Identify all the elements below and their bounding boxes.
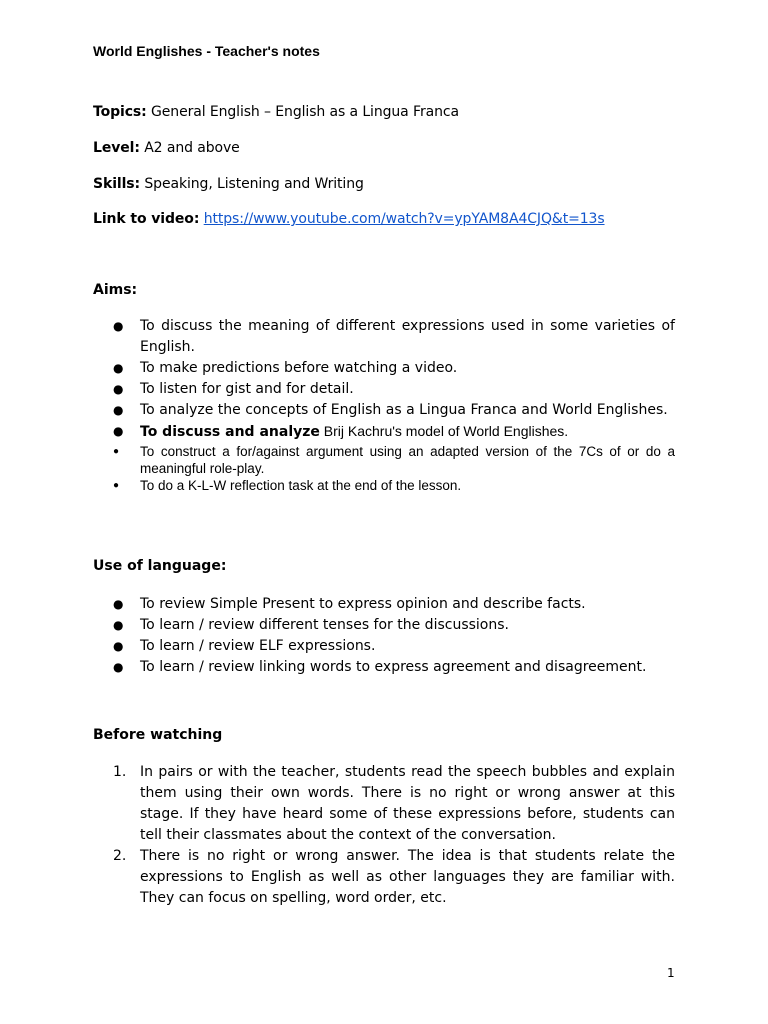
bullet-icon: ● [113, 639, 124, 653]
aims-list [93, 316, 675, 494]
list-item: 1. In pairs or with the teacher, students read the speech bubbles and explain them using their own words. There is no right or wrong answer at this stage. If they have heard some of these expressions before, students can tell their classmates about the context of the conversation. [113, 764, 675, 843]
page-number: 1 [667, 966, 675, 980]
list-item: ● To learn / review different tenses for the discussions. [93, 615, 675, 636]
bullet-icon: ● [113, 382, 124, 396]
before-watching-list [93, 762, 675, 909]
bullet-icon: ● [113, 480, 120, 491]
list-item: ● To construct a for/against argument using an adapted version of the 7Cs of or do a meaningful role-play. [113, 444, 675, 476]
video-line [93, 211, 605, 227]
level-label: Level: [93, 140, 140, 156]
level-line [93, 140, 240, 156]
video-label: Link to video: [93, 211, 200, 227]
bullet-icon: ● [113, 424, 124, 438]
bullet-icon: ● [113, 446, 120, 457]
list-item: 2. There is no right or wrong answer. The idea is that students relate the expressions to English as well as other languages they are familiar with. They can focus on spelling, word order, etc. [113, 848, 675, 906]
bullet-icon: ● [113, 618, 124, 632]
skills-line [93, 176, 364, 192]
bullet-icon: ● [113, 403, 124, 417]
bullet-icon: ● [113, 361, 124, 375]
video-link[interactable]: https://www.youtube.com/watch?v=ypYAM8A4CJQ&t=13s [203, 211, 605, 227]
skills-value: Speaking, Listening and Writing [144, 176, 364, 192]
list-item: ● To listen for gist and for detail. [93, 379, 675, 400]
list-item: ● To discuss the meaning of different expressions used in some varieties of English. [113, 318, 675, 355]
list-item: ● To make predictions before watching a video. [93, 358, 675, 379]
bullet-icon: ● [113, 660, 124, 674]
topics-line [93, 104, 459, 120]
level-value: A2 and above [144, 140, 240, 156]
bullet-icon: ● [113, 319, 124, 333]
list-item: ● To analyze the concepts of English as a Lingua Franca and World Englishes. [93, 400, 675, 421]
list-item: ● To review Simple Present to express opinion and describe facts. [93, 594, 675, 615]
language-heading: Use of language: [93, 558, 227, 574]
aims-heading: Aims: [93, 282, 138, 298]
topics-label: Topics: [93, 104, 147, 120]
list-item: ● To discuss and analyze Brij Kachru's model of World Englishes. [113, 423, 569, 440]
list-item: ● To learn / review ELF expressions. [93, 636, 675, 657]
document-title: World Englishes - Teacher's notes [93, 43, 320, 59]
skills-label: Skills: [93, 176, 141, 192]
before-watching-heading: Before watching [93, 727, 223, 743]
language-list [93, 594, 675, 678]
list-item: ● To do a K-L-W reflection task at the end of the lesson. [113, 478, 462, 493]
bullet-icon: ● [113, 597, 124, 611]
list-item: ● To learn / review linking words to express agreement and disagreement. [93, 657, 675, 678]
topics-value: General English – English as a Lingua Franca [151, 104, 459, 120]
